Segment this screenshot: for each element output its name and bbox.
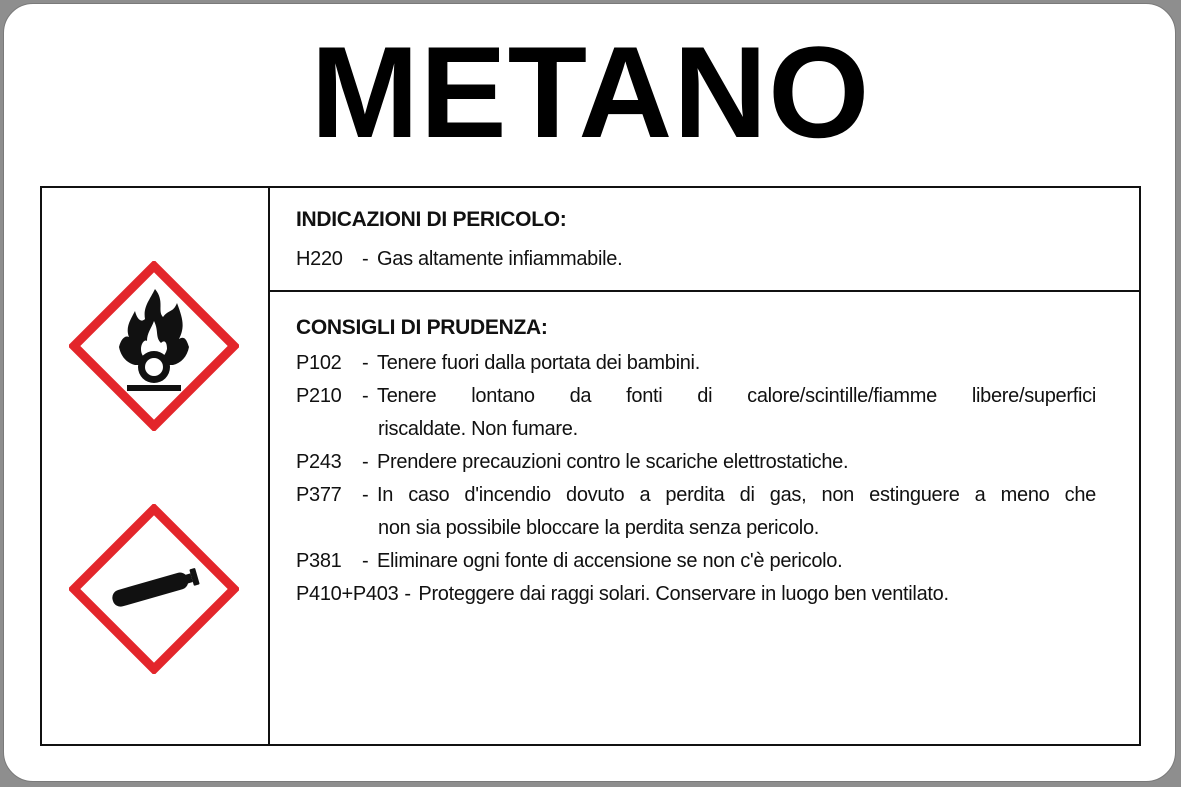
hazard-heading: INDICAZIONI DI PERICOLO:	[296, 208, 567, 231]
statement-continuation: riscaldate. Non fumare.	[378, 418, 578, 440]
pictogram-column	[42, 188, 270, 744]
statement-continuation: non sia possibile bloccare la perdita senza pericolo.	[378, 517, 820, 539]
page-title: METANO	[310, 19, 871, 165]
statement-separator: -	[362, 352, 369, 374]
precautionary-heading: CONSIGLI DI PRUDENZA:	[296, 316, 548, 339]
statement-separator: -	[362, 248, 369, 270]
statement-separator: -	[362, 550, 369, 572]
precautionary-statement	[296, 446, 1096, 479]
statement-code: P377	[296, 484, 342, 506]
statement-text: Tenere lontano da fonti di calore/scintille/fiamme libere/superfici	[377, 385, 1096, 407]
statement-text: Eliminare ogni fonte di accensione se non c'è pericolo.	[377, 550, 843, 572]
hazard-statements-section	[270, 188, 1139, 292]
precautionary-statement	[296, 347, 1096, 380]
statement-code: P410+P403	[296, 583, 399, 605]
precautionary-statement	[296, 545, 1096, 578]
statement-code: P102	[296, 352, 342, 374]
flame-over-circle-icon	[69, 261, 239, 431]
statement-text: Prendere precauzioni contro le scariche elettrostatiche.	[377, 451, 849, 473]
statement-text: Tenere fuori dalla portata dei bambini.	[377, 352, 700, 374]
statement-code: P243	[296, 451, 342, 473]
precautionary-statement	[296, 578, 1096, 611]
statement-separator: -	[362, 484, 369, 506]
statement-separator: -	[404, 583, 411, 605]
precautionary-statement	[296, 380, 1096, 413]
hazard-statement	[296, 243, 1096, 276]
precautionary-statements-section	[270, 292, 1139, 744]
precautionary-statement	[296, 479, 1096, 512]
precautionary-statement-list	[296, 347, 1096, 611]
gas-cylinder-icon	[69, 504, 239, 674]
statement-separator: -	[362, 385, 369, 407]
statement-code: P210	[296, 385, 342, 407]
statement-separator: -	[362, 451, 369, 473]
statement-code: P381	[296, 550, 342, 572]
statement-code: H220	[296, 248, 343, 270]
statement-text: Gas altamente infiammabile.	[377, 248, 623, 270]
info-frame	[40, 186, 1141, 746]
statement-text: Proteggere dai raggi solari. Conservare in luogo ben ventilato.	[418, 583, 949, 605]
statement-text: In caso d'incendio dovuto a perdita di gas, non estinguere a meno che	[377, 484, 1096, 506]
